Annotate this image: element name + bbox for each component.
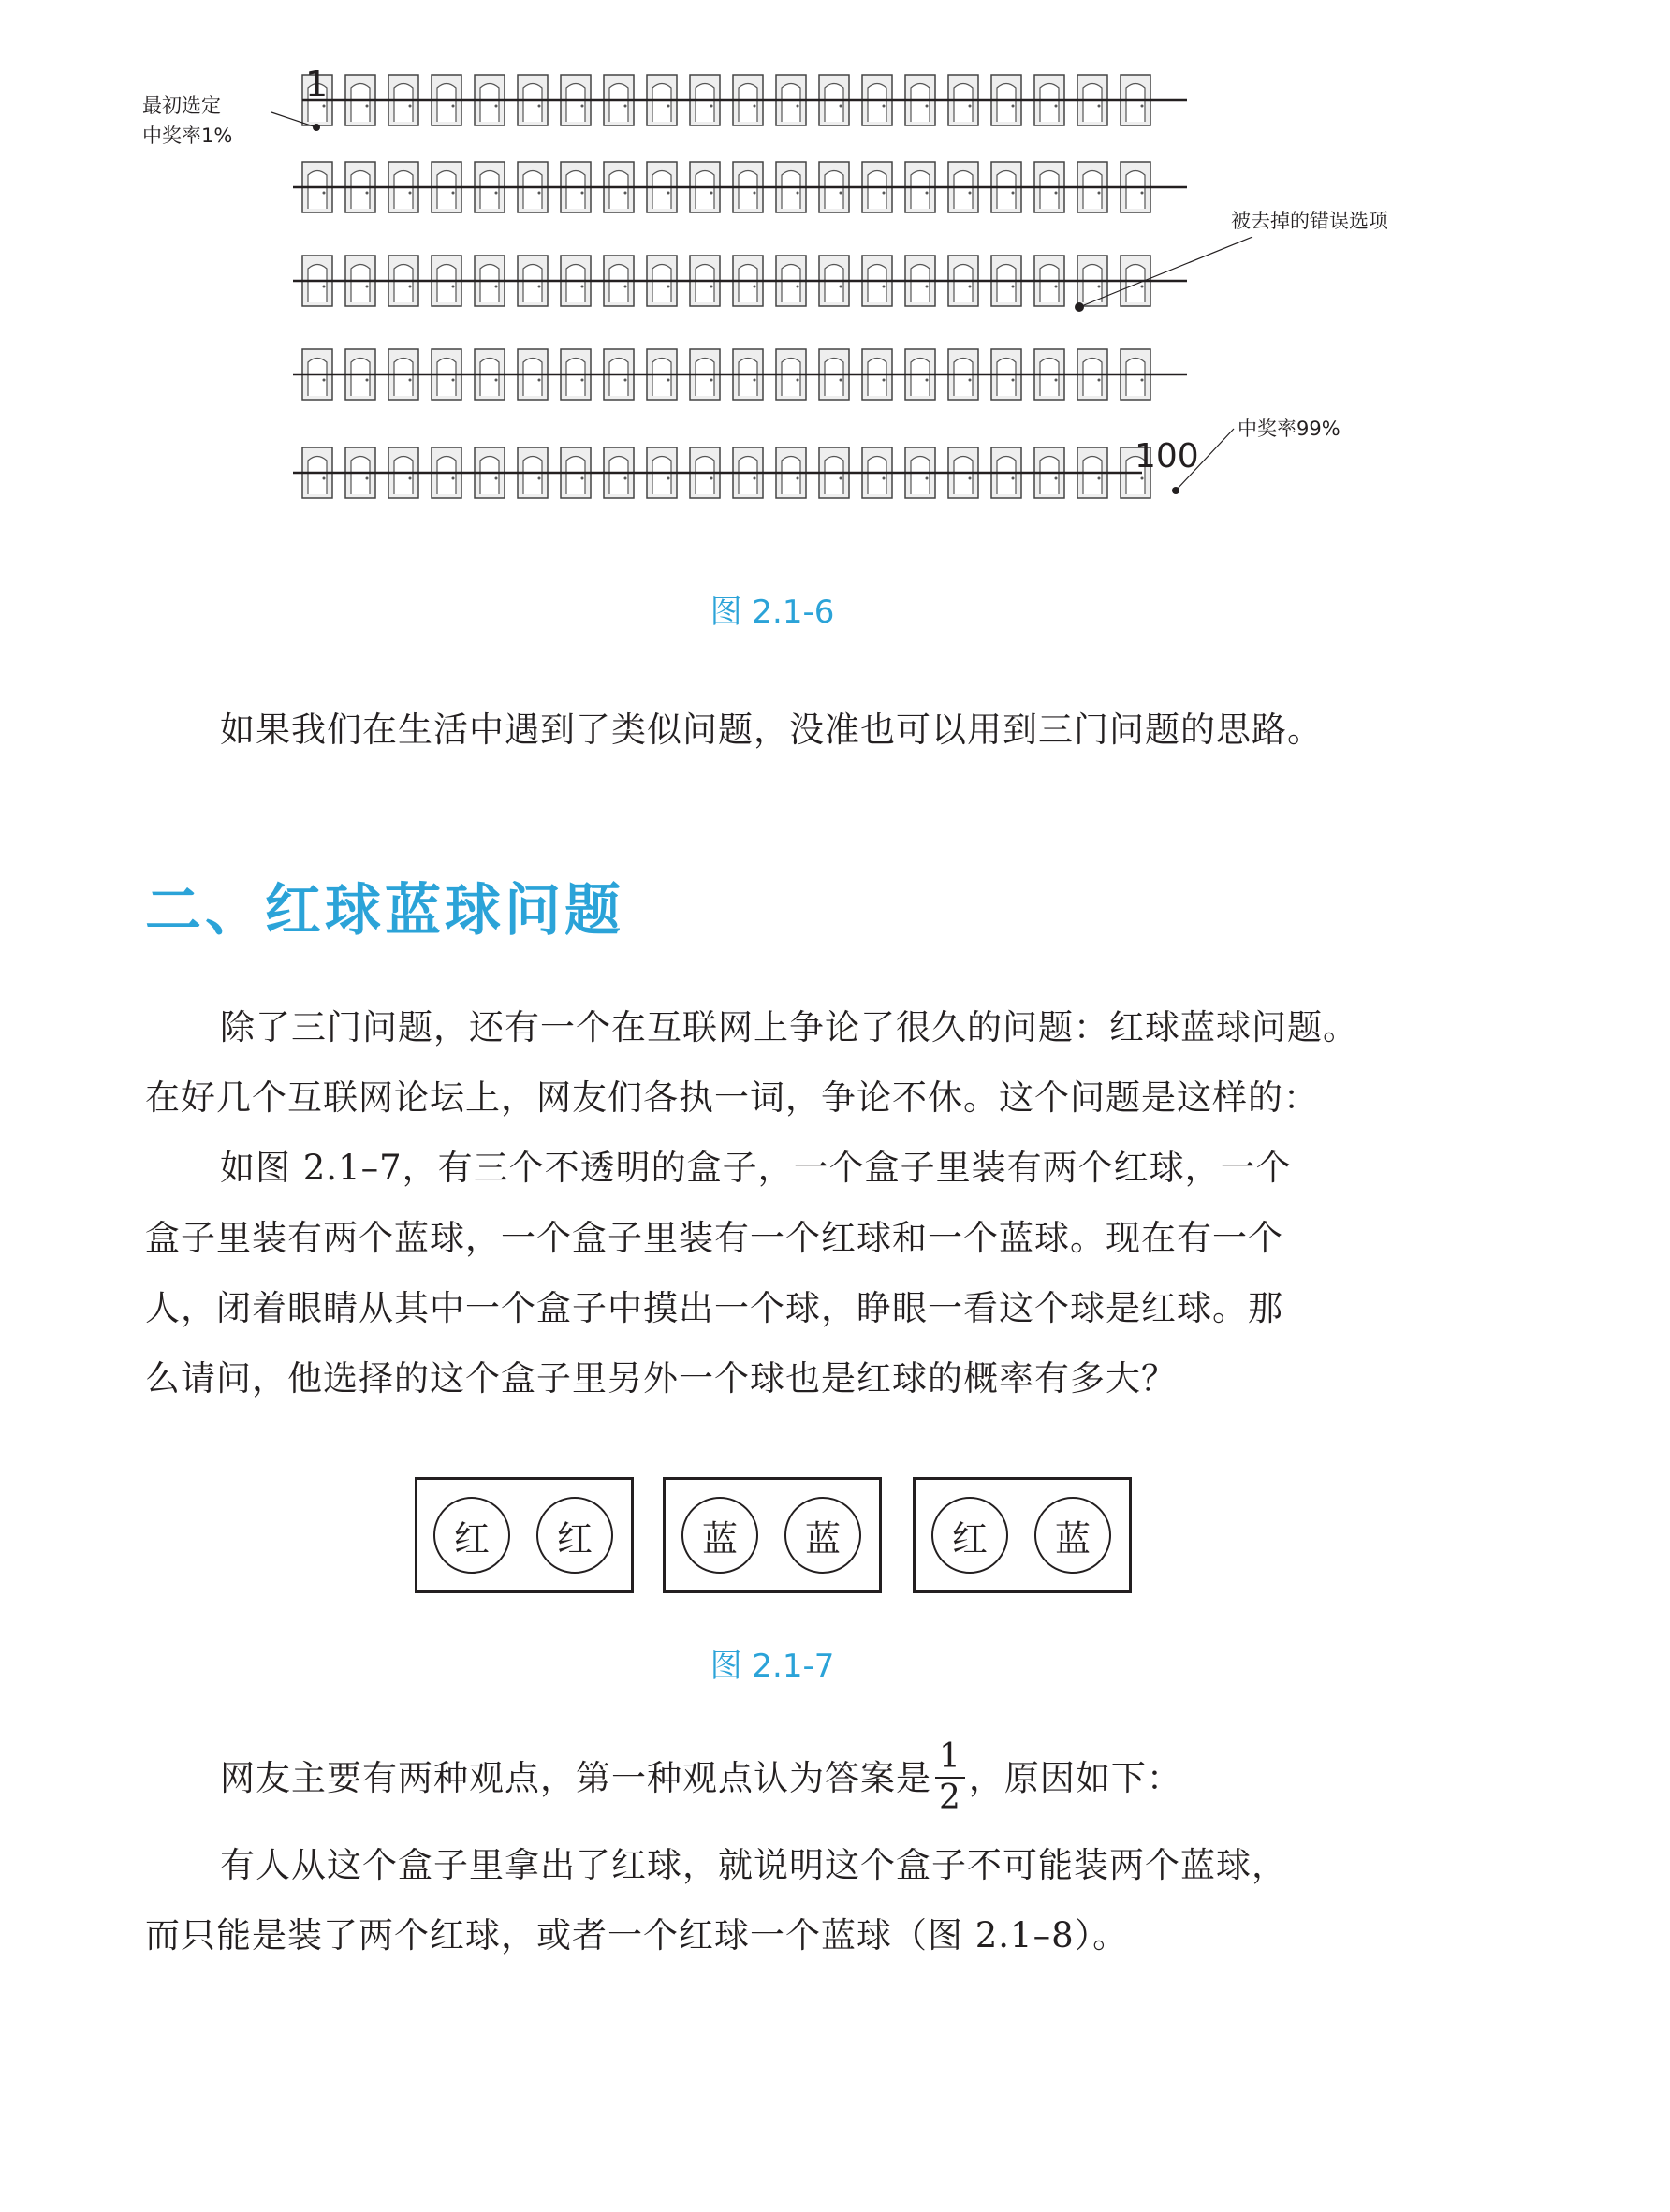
- ball: 红: [433, 1497, 510, 1574]
- ball: 蓝: [1034, 1497, 1111, 1574]
- figure-6-caption: 图 2.1-6: [710, 593, 835, 631]
- paragraph-3-line-2: 盒子里装有两个蓝球，一个盒子里装有一个红球和一个蓝球。现在有一个: [145, 1218, 1283, 1258]
- paragraph-3-line-1: 如图 2.1–7，有三个不透明的盒子，一个盒子里装有两个红球，一个: [220, 1148, 1292, 1188]
- section-heading: 二、红球蓝球问题: [145, 878, 624, 944]
- dot-removed: [1075, 302, 1084, 312]
- box-red-blue: [913, 1477, 1132, 1593]
- paragraph-5-line-2: 而只能是装了两个红球，或者一个红球一个蓝球（图 2.1–8）。: [145, 1915, 1129, 1956]
- ball: 红: [931, 1497, 1008, 1574]
- paragraph-4: [220, 1736, 1182, 1819]
- door-figure: [0, 0, 1670, 580]
- door-rows: [293, 75, 1187, 498]
- ball: 红: [536, 1497, 613, 1574]
- label-first-door: 1: [305, 64, 329, 105]
- fraction-denominator: 2: [939, 1778, 961, 1817]
- note-win: 中奖率99%: [1238, 417, 1340, 440]
- box-two-red: [415, 1477, 634, 1593]
- note-initial-line2: 中奖率1%: [142, 125, 233, 147]
- box-two-blue: [663, 1477, 882, 1593]
- paragraph-2-line-2: 在好几个互联网论坛上，网友们各执一词，争论不休。这个问题是这样的：: [145, 1077, 1319, 1118]
- paragraph-4-after: ，原因如下：: [968, 1758, 1182, 1798]
- label-last-door: 100: [1135, 437, 1199, 476]
- figure-7-caption: 图 2.1-7: [710, 1648, 835, 1685]
- ball: 蓝: [784, 1497, 861, 1574]
- dot-win: [1172, 487, 1179, 494]
- ball: 蓝: [681, 1497, 758, 1574]
- paragraph-5-line-1: 有人从这个盒子里拿出了红球，就说明这个盒子不可能装两个蓝球，: [220, 1845, 1287, 1885]
- note-initial-line1: 最初选定: [142, 95, 221, 117]
- paragraph-4-before: 网友主要有两种观点，第一种观点认为答案是: [220, 1758, 931, 1798]
- paragraph-1: 如果我们在生活中遇到了类似问题，没准也可以用到三门问题的思路。: [220, 710, 1323, 750]
- paragraph-3-line-4: 么请问，他选择的这个盒子里另外一个球也是红球的概率有多大？: [145, 1358, 1177, 1399]
- fraction-one-half: [935, 1736, 965, 1817]
- paragraph-2-line-1: 除了三门问题，还有一个在互联网上争论了很久的问题：红球蓝球问题。: [220, 1007, 1358, 1047]
- fraction-numerator: 1: [935, 1740, 965, 1779]
- note-removed: 被去掉的错误选项: [1231, 210, 1388, 232]
- paragraph-3-line-3: 人，闭着眼睛从其中一个盒子中摸出一个球，睁眼一看这个球是红球。那: [145, 1288, 1283, 1328]
- dot-initial: [313, 124, 320, 131]
